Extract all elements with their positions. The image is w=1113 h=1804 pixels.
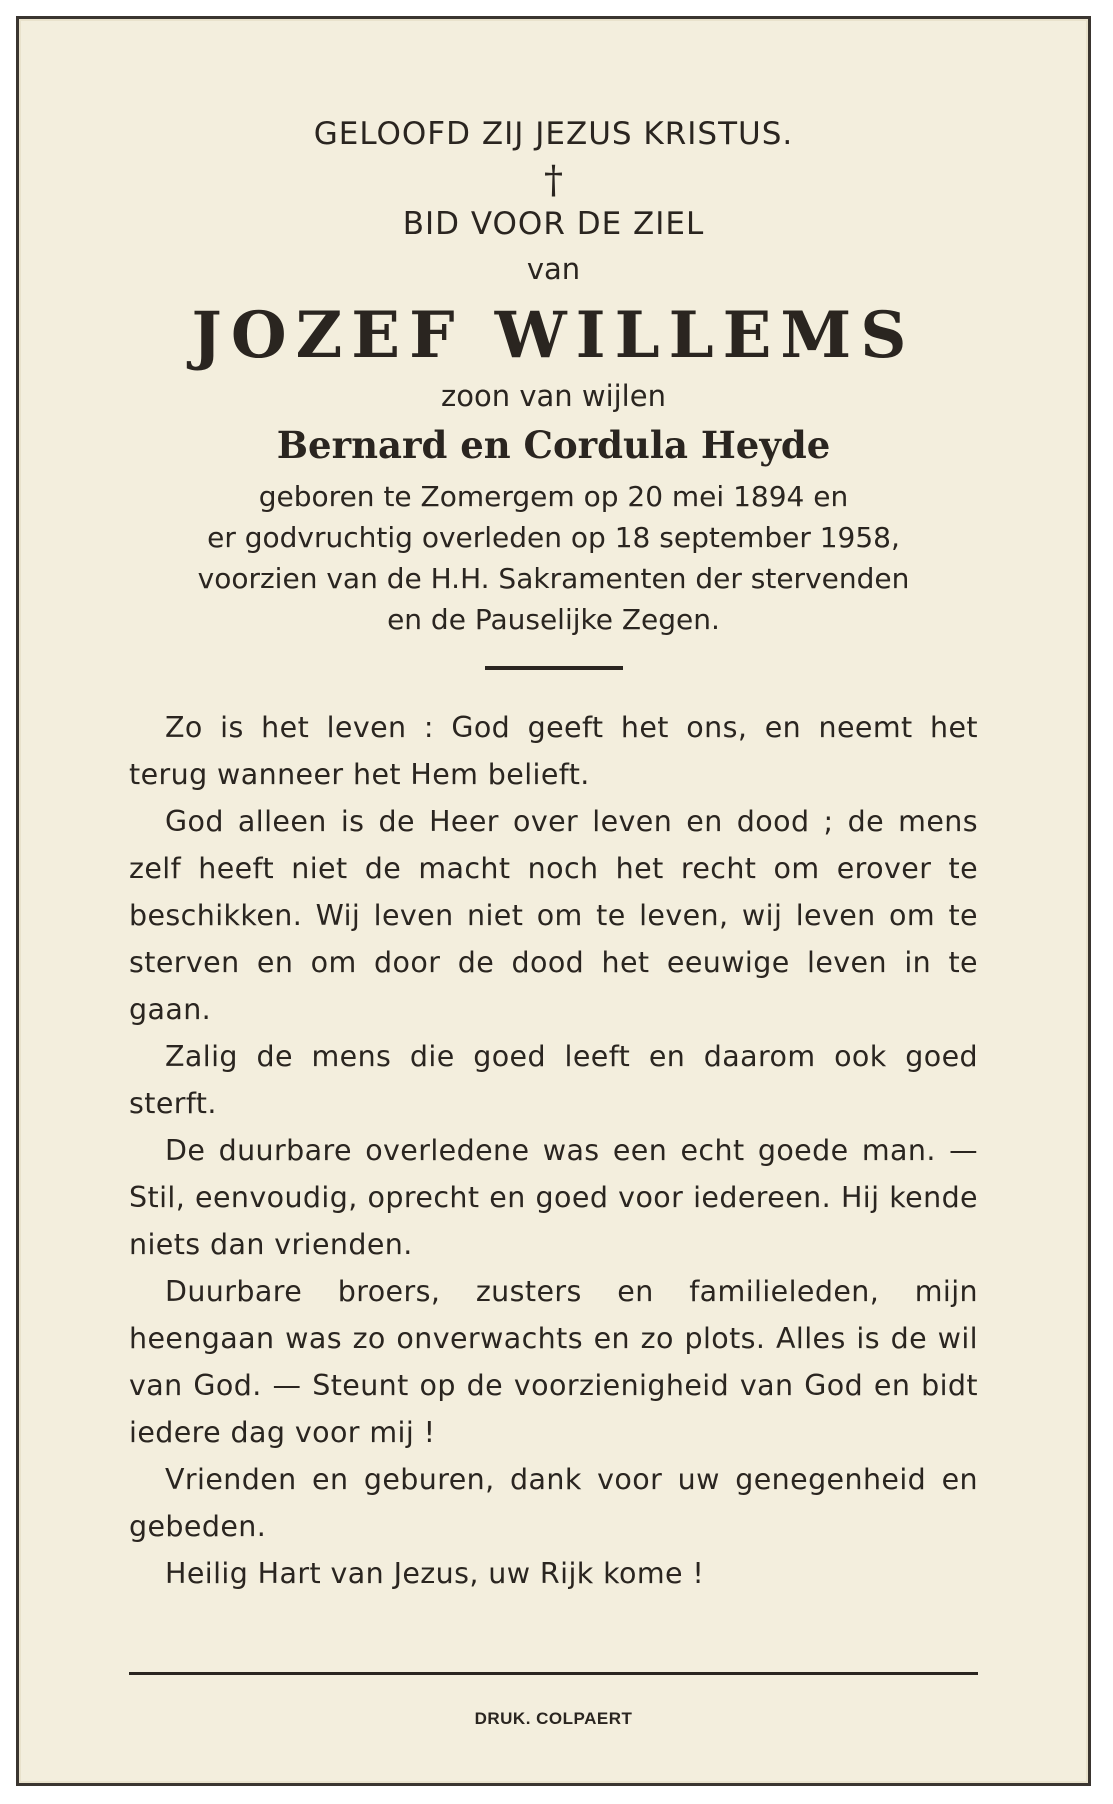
header-line-1: GELOOFD ZIJ JEZUS KRISTUS. xyxy=(313,116,794,152)
memorial-text xyxy=(129,704,978,1597)
paragraph-2: God alleen is de Heer over leven en dood ; de mens zelf heeft niet de macht noch het recht om erover te beschikken. Wij leven niet om te leven, wij leven om te sterven en om door de dood het eeuwige leven in te gaan. xyxy=(129,805,978,1026)
paragraph-3: Zalig de mens die goed leeft en daarom ook goed sterft. xyxy=(129,1040,978,1120)
bio-line-2: er godvruchtig overleden op 18 september 1958, xyxy=(207,521,900,554)
paragraph-7: Heilig Hart van Jezus, uw Rijk kome ! xyxy=(165,1557,705,1590)
bio-line-4: en de Pauselijke Zegen. xyxy=(387,603,720,636)
bio-line-1: geboren te Zomergem op 20 mei 1894 en xyxy=(258,480,849,513)
bio-line-3: voorzien van de H.H. Sakramenten der stervenden xyxy=(197,562,910,595)
paragraph-1: Zo is het leven : God geeft het ons, en neemt het terug wanneer het Hem belieft. xyxy=(129,711,978,791)
parents-names: Bernard en Cordula Heyde xyxy=(276,423,831,467)
memorial-card xyxy=(16,16,1091,1786)
paragraph-5: Duurbare broers, zusters en familieleden, mijn heengaan was zo onverwachts en zo plots. Alles is de wil van God. — Steunt op de voorzienigheid van God en bidt iedere dag voor mij ! xyxy=(129,1275,978,1449)
paragraph-6: Vrienden en geburen, dank voor uw genegenheid en gebeden. xyxy=(129,1463,978,1543)
son-of-label: zoon van wijlen xyxy=(441,379,666,413)
printer-credit: DRUK. COLPAERT xyxy=(474,1709,633,1728)
van-label: van xyxy=(526,252,581,286)
card-content xyxy=(129,114,978,1597)
deceased-name: JOZEF WILLEMS xyxy=(191,298,916,373)
cross-icon: † xyxy=(544,158,563,202)
short-divider xyxy=(485,666,623,670)
header-line-2: BID VOOR DE ZIEL xyxy=(402,206,705,242)
long-divider xyxy=(129,1672,978,1675)
paragraph-4: De duurbare overledene was een echt goede man. — Stil, eenvoudig, oprecht en goed voor iedereen. Hij kende niets dan vrienden. xyxy=(129,1134,978,1261)
biography xyxy=(129,476,978,640)
